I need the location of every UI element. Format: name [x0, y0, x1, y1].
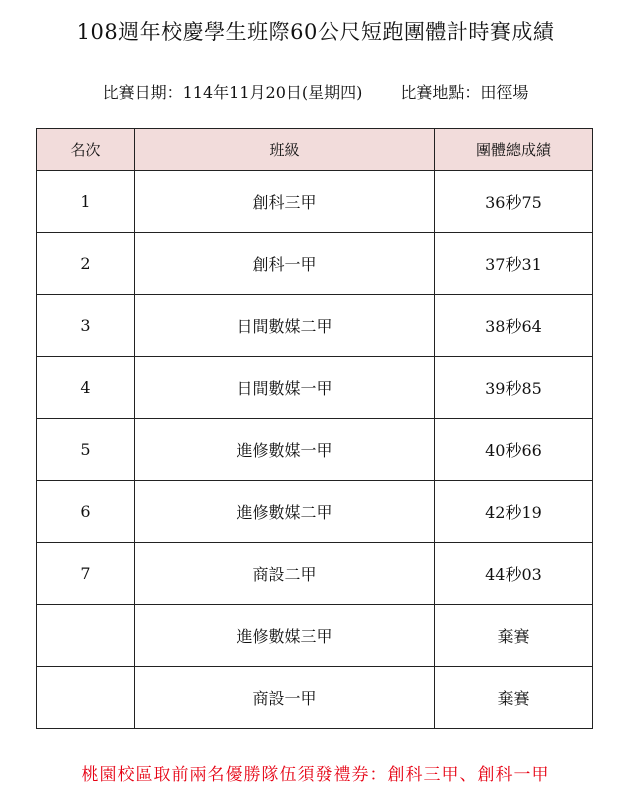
class-cell: 商設一甲 [135, 667, 435, 729]
rank-cell: 4 [37, 357, 135, 419]
table-row [37, 295, 593, 357]
rank-cell [37, 667, 135, 729]
rank-cell: 2 [37, 233, 135, 295]
rank-cell: 5 [37, 419, 135, 481]
class-cell: 創科三甲 [135, 171, 435, 233]
class-cell: 進修數媒一甲 [135, 419, 435, 481]
table-row [37, 419, 593, 481]
table-row [37, 605, 593, 667]
rank-cell [37, 605, 135, 667]
prize-note: 桃園校區取前兩名優勝隊伍須發禮券：創科三甲、創科一甲 [81, 765, 550, 785]
class-cell: 商設二甲 [135, 543, 435, 605]
table-row [37, 543, 593, 605]
table-header-row [37, 129, 593, 171]
rank-cell: 6 [37, 481, 135, 543]
class-cell: 日間數媒二甲 [135, 295, 435, 357]
header-class: 班級 [135, 129, 435, 171]
rank-cell: 1 [37, 171, 135, 233]
page-title: 108週年校慶學生班際60公尺短跑團體計時賽成績 [76, 20, 555, 44]
class-cell: 創科一甲 [135, 233, 435, 295]
header-rank: 名次 [37, 129, 135, 171]
score-cell: 棄賽 [435, 605, 593, 667]
class-cell: 進修數媒二甲 [135, 481, 435, 543]
score-cell: 38秒64 [435, 295, 593, 357]
table-row [37, 171, 593, 233]
score-cell: 44秒03 [435, 543, 593, 605]
class-cell: 日間數媒一甲 [135, 357, 435, 419]
rank-cell: 7 [37, 543, 135, 605]
event-venue: 比賽地點：田徑場 [400, 83, 529, 102]
score-cell: 40秒66 [435, 419, 593, 481]
table-row [37, 357, 593, 419]
rank-cell: 3 [37, 295, 135, 357]
table-row [37, 233, 593, 295]
class-cell: 進修數媒三甲 [135, 605, 435, 667]
score-cell: 37秒31 [435, 233, 593, 295]
score-cell: 36秒75 [435, 171, 593, 233]
event-date: 比賽日期：114年11月20日(星期四) [102, 83, 363, 102]
score-cell: 棄賽 [435, 667, 593, 729]
table-row [37, 481, 593, 543]
table-row [37, 667, 593, 729]
score-cell: 39秒85 [435, 357, 593, 419]
header-score: 團體總成績 [435, 129, 593, 171]
score-cell: 42秒19 [435, 481, 593, 543]
event-info [0, 80, 631, 103]
results-table [36, 128, 593, 729]
